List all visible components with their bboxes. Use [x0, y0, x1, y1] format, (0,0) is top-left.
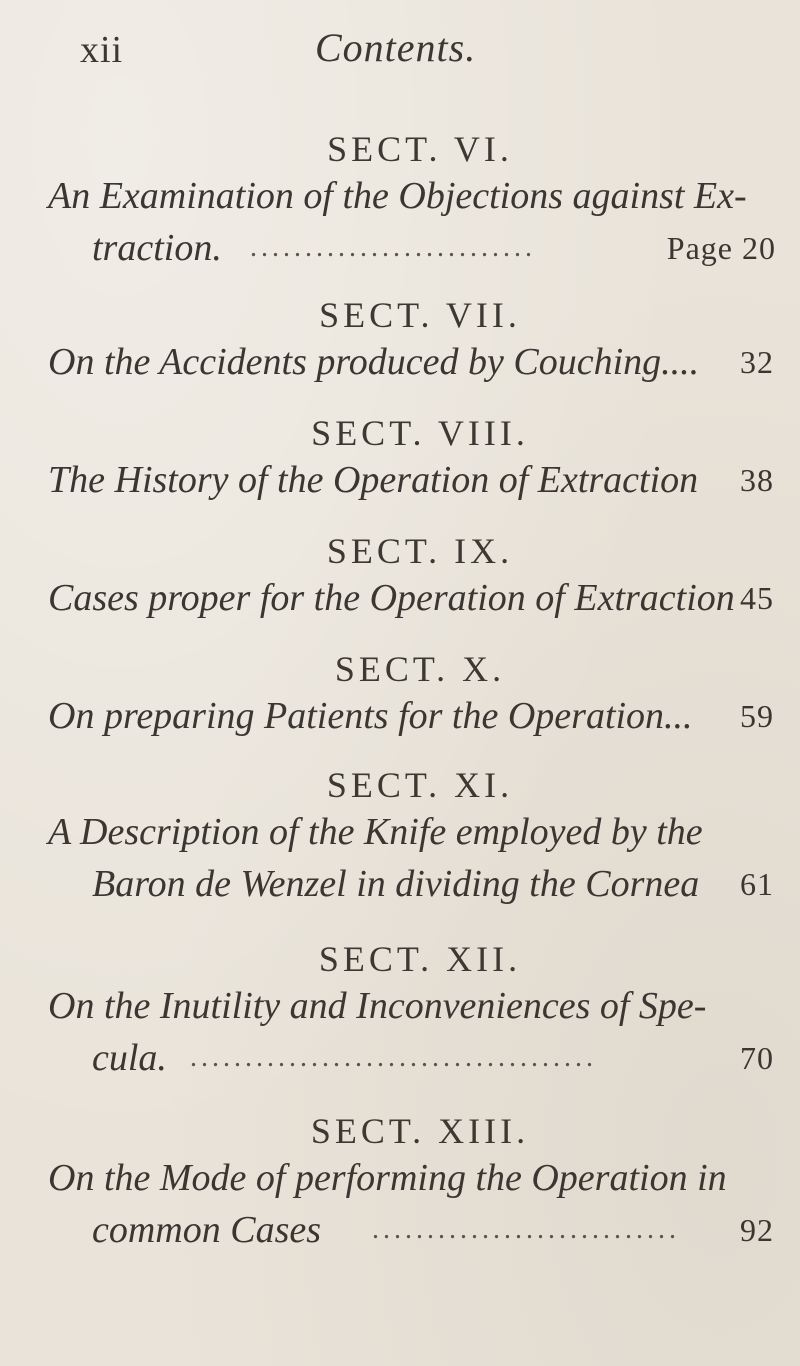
toc-entry-line: [0, 810, 800, 862]
toc-entry-title: The History of the Operation of Extraction: [48, 459, 699, 501]
section-heading: SECT. VII.: [319, 295, 521, 335]
toc-entry-line: [0, 174, 800, 226]
toc-entry-title: On preparing Patients for the Operation...: [48, 695, 693, 737]
toc-section-7: [0, 294, 800, 392]
section-heading: SECT. VIII.: [311, 413, 529, 453]
toc-page-number: 61: [740, 866, 774, 902]
toc-entry-title: A Description of the Knife employed by the: [48, 811, 703, 853]
toc-entry-title-cont: common Cases: [92, 1209, 322, 1251]
section-heading: SECT. XIII.: [310, 1111, 530, 1151]
toc-section-10: [0, 648, 800, 746]
toc-entry-title: On the Inutility and Inconveniences of Spe-: [48, 985, 707, 1027]
toc-entry-line: [0, 458, 800, 510]
section-heading: SECT. XII.: [318, 939, 522, 979]
toc-entry-title: An Examination of the Objections against Ex-: [48, 175, 747, 217]
dot-leaders: ..........................: [250, 232, 536, 263]
toc-page-number: 59: [740, 698, 774, 734]
dot-leaders: ............................: [372, 1214, 680, 1245]
toc-entry-line: [0, 340, 800, 392]
toc-entry-line: [0, 1036, 800, 1088]
dot-leaders: .....................................: [190, 1042, 597, 1073]
toc-entry-title-cont: Baron de Wenzel in dividing the Cornea: [92, 863, 700, 905]
toc-section-13: [0, 1110, 800, 1260]
toc-entry-line: [0, 1208, 800, 1260]
toc-section-12: [0, 938, 800, 1088]
section-heading: SECT. IX.: [326, 531, 514, 571]
toc-page-number: 32: [740, 344, 774, 380]
section-heading: SECT. VI.: [327, 129, 513, 169]
toc-entry-title-cont: cula.: [92, 1037, 167, 1079]
section-heading: SECT. XI.: [326, 765, 514, 805]
toc-entry-line: [0, 1156, 800, 1208]
toc-entry-title: On the Accidents produced by Couching....: [48, 341, 700, 383]
toc-page-number: 70: [740, 1040, 774, 1076]
toc-page-number: 45: [740, 580, 774, 616]
toc-section-6: [0, 128, 800, 278]
toc-entry-title: On the Mode of performing the Operation in: [48, 1157, 727, 1199]
toc-section-8: [0, 412, 800, 510]
page-folio: xii: [80, 29, 124, 71]
toc-section-9: [0, 530, 800, 628]
section-heading: SECT. X.: [334, 649, 506, 689]
toc-entry-line: [0, 576, 800, 628]
toc-entry-line: [0, 694, 800, 746]
toc-entry-title: Cases proper for the Operation of Extraction: [48, 577, 735, 619]
running-title: Contents.: [315, 25, 477, 70]
toc-entry-line: [0, 984, 800, 1036]
toc-page-number: 92: [740, 1212, 774, 1248]
toc-page-number: Page 20: [666, 230, 776, 266]
toc-section-11: [0, 764, 800, 914]
page-header: [0, 22, 800, 82]
toc-entry-line: [0, 862, 800, 914]
toc-page-number: 38: [740, 462, 774, 498]
toc-entry-title-cont: traction.: [92, 227, 222, 269]
toc-entry-line: [0, 226, 800, 278]
